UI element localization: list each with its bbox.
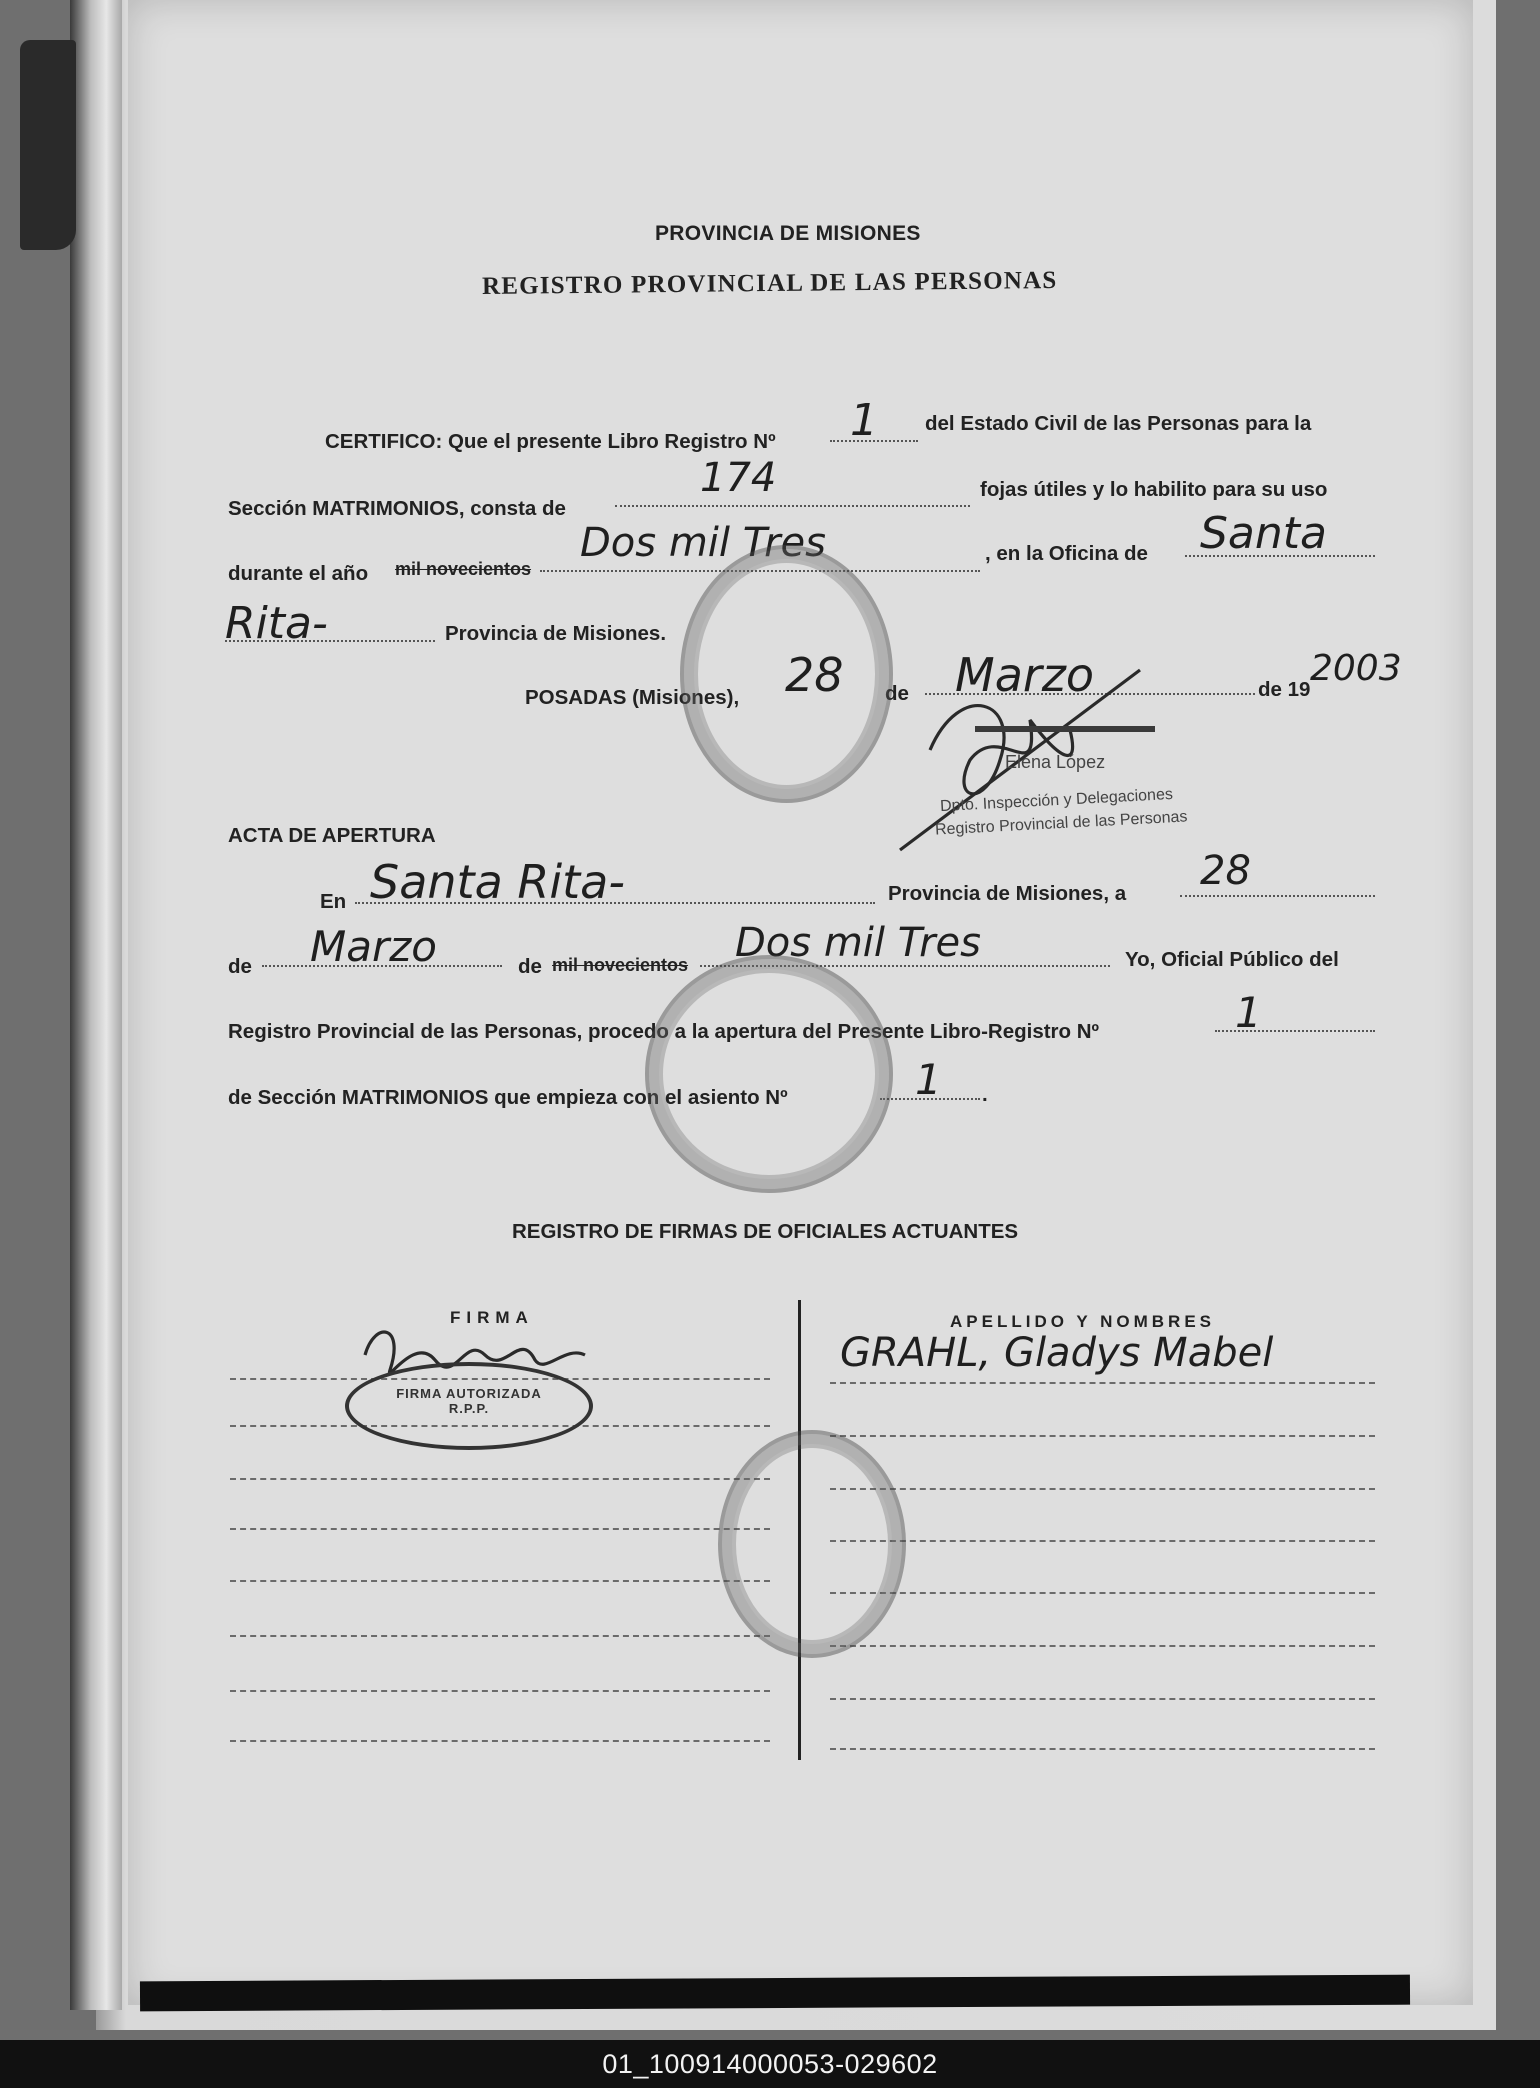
acta-en: En <box>320 890 347 913</box>
name-line <box>830 1382 1375 1384</box>
date-de-year: de 19 <box>1258 678 1311 701</box>
place-date: POSADAS (Misiones), <box>525 686 740 709</box>
dotted-line <box>1180 895 1375 897</box>
signature-line <box>230 1478 770 1480</box>
registry-heading: REGISTRO PROVINCIAL DE LAS PERSONAS <box>481 266 1058 301</box>
acta-line3: Registro Provincial de las Personas, procedo a la apertura del Presente Libro-Registro Nº <box>228 1020 1100 1043</box>
official-registry: Registro Provincial de las Personas <box>934 808 1188 839</box>
acta-official: Yo, Oficial Público del <box>1125 948 1339 971</box>
acta-de-year: de <box>518 955 542 978</box>
acta-province: Provincia de Misiones, a <box>888 882 1127 905</box>
year-digits-handwritten: 2003 <box>1310 648 1402 689</box>
official-round-stamp <box>645 955 893 1193</box>
cert-line2-suffix: fojas útiles y lo habilito para su uso <box>980 478 1328 501</box>
acta-place-handwritten: Santa Rita- <box>370 855 625 909</box>
cert-line1-prefix: CERTIFICO: Que el presente Libro Registro Nº <box>325 430 776 453</box>
acta-line4: de Sección MATRIMONIOS que empieza con el asiento Nº <box>228 1086 788 1109</box>
acta-heading: ACTA DE APERTURA <box>228 824 436 847</box>
acta-de: de <box>228 955 252 978</box>
cert-line4-suffix: Provincia de Misiones. <box>445 622 667 645</box>
signature-line <box>230 1690 770 1692</box>
office-handwritten-2: Rita- <box>225 598 328 649</box>
col-firma: FIRMA <box>450 1308 534 1327</box>
name-line <box>830 1540 1375 1542</box>
acta-day-handwritten: 28 <box>1200 848 1251 894</box>
year-struck-text: mil novecientos <box>395 559 532 579</box>
province-heading: PROVINCIA DE MISIONES <box>655 222 921 245</box>
acta-year-struck: mil novecientos <box>552 955 689 975</box>
official-dept: Dpto. Inspección y Delegaciones <box>939 785 1174 816</box>
signature-line <box>230 1528 770 1530</box>
seal-text: FIRMA AUTORIZADA R.P.P. <box>396 1386 542 1416</box>
officer-name-handwritten: GRAHL, Gladys Mabel <box>840 1330 1274 1376</box>
stamp-strike-bar <box>975 726 1155 732</box>
book-number-handwritten: 1 <box>850 395 878 446</box>
official-name: Elena López <box>1005 752 1106 772</box>
acta-month-handwritten: Marzo <box>310 922 437 971</box>
name-line <box>830 1698 1375 1700</box>
acta-book-handwritten: 1 <box>1235 988 1262 1037</box>
dotted-line <box>615 505 970 507</box>
signature-line <box>230 1740 770 1742</box>
cert-line3-prefix: durante el año <box>228 562 369 585</box>
signature-line <box>230 1580 770 1582</box>
image-caption: 01_100914000053-029602 <box>0 2040 1540 2088</box>
day-handwritten: 28 <box>785 648 844 702</box>
col-names: APELLIDO Y NOMBRES <box>950 1312 1216 1331</box>
cert-line2-prefix: Sección MATRIMONIOS, consta de <box>228 497 566 520</box>
acta-entry-handwritten: 1 <box>915 1055 942 1104</box>
official-round-stamp <box>718 1430 906 1658</box>
month-handwritten: Marzo <box>955 648 1095 702</box>
name-line <box>830 1748 1375 1750</box>
book-binding <box>70 0 122 2010</box>
binding-tear <box>20 40 76 250</box>
date-de: de <box>885 682 909 705</box>
signatures-heading: REGISTRO DE FIRMAS DE OFICIALES ACTUANTES <box>512 1220 1019 1243</box>
acta-period: . <box>982 1083 988 1106</box>
official-round-stamp <box>680 545 893 803</box>
acta-year-handwritten: Dos mil Tres <box>735 920 981 966</box>
name-line <box>830 1435 1375 1437</box>
pages-handwritten: 174 <box>700 455 777 501</box>
cert-line3-middle: , en la Oficina de <box>985 542 1148 565</box>
authorized-signature-seal <box>345 1362 593 1450</box>
signature-line <box>230 1635 770 1637</box>
dotted-line <box>225 640 435 642</box>
name-line <box>830 1645 1375 1647</box>
name-line <box>830 1488 1375 1490</box>
name-line <box>830 1592 1375 1594</box>
office-handwritten-1: Santa <box>1200 508 1327 559</box>
year-words-handwritten: Dos mil Tres <box>580 520 826 566</box>
cert-line1-suffix: del Estado Civil de las Personas para la <box>925 412 1312 435</box>
